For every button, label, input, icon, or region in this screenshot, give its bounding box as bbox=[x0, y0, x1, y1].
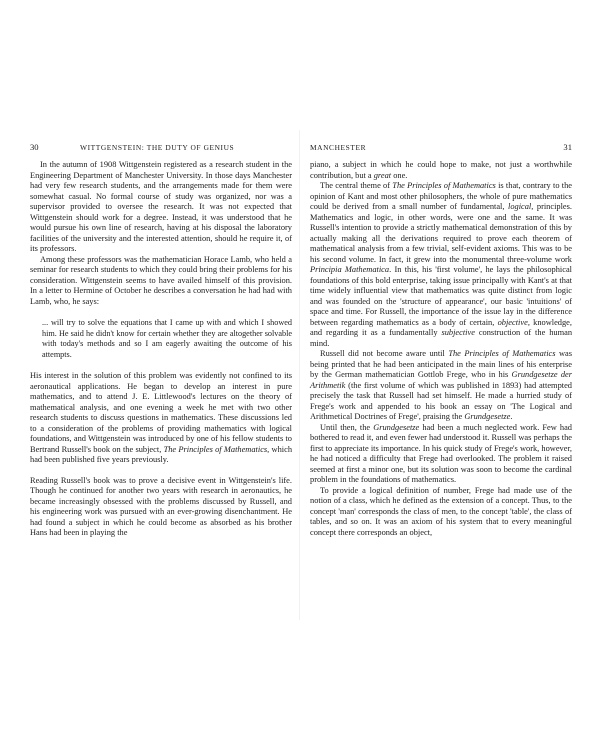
book-title: Grundgesetze bbox=[464, 412, 511, 421]
left-page-header bbox=[30, 142, 292, 154]
running-head-left: WITTGENSTEIN: THE DUTY OF GENIUS bbox=[80, 143, 235, 152]
right-page bbox=[310, 142, 572, 538]
left-paragraph-1: In the autumn of 1908 Wittgenstein registered as a research student in the Engineering Department of Manchester University. In those days Manchester had very few research students, and the arrangements made for them were somewhat casual. No formal course of study was organized, nor was a supervisor provided to oversee the research. It was not expected that Wittgenstein should work for a degree. Instead, it was understood that he would pursue his own line of research, having at his disposal the laboratory facilities of the university and the interested attention, should he require it, of its professors. bbox=[30, 160, 292, 253]
left-page bbox=[30, 142, 292, 539]
right-paragraph-3: Russell did not become aware until The Principles of Mathematics was being printed that he had been anticipated in the main lines of his enterprise by the German mathematician Gottlob Frege, who in his Grundgesetze der Arithmetik (the first volume of which was published in 1893) had attempted precisely the task that Russell had set himself. He made a hurried study of Frege's work and appended to his book an essay on 'The Logical and Arithmetical Doctrines of Frege', praising the Grundgesetze. bbox=[310, 349, 573, 421]
right-paragraph-2: The central theme of The Principles of Mathematics is that, contrary to the opinion of Kant and most other philosophers, the whole of pure mathematics could be derived from a small number of fundamental, logical, principles. Mathematics and logic, in other words, were one and the same. It was Russell's intention to provide a strictly mathematical demonstration of this by actually making all the derivations required to prove each theorem of mathematical analysis from a few trivial, self-evident axioms. This was to be his second volume. In fact, it grew into the monumental three-volume work Principia Mathematica. In this, his 'first volume', he lays the philosophical foundations of this bold enterprise, taking issue principally with Kant's at that time widely influential view that mathematics was quite distinct from logic and was founded on the 'structure of appearance', our basic 'intuitions' of space and time. For Russell, the importance of the issue lay in the difference between regarding mathematics as a body of certain, objective, knowledge, and regarding it as a fundamentally subjective construction of the human mind. bbox=[310, 181, 573, 348]
block-quote: ... will try to solve the equations that I came up with and which I showed him. He said he didn't know for certain whether they are altogether solvable with today's methods and so I am eagerly awaiting the outcome of his attempts. bbox=[42, 318, 292, 359]
book-title: The Principles of Mathematics bbox=[392, 181, 496, 190]
right-paragraph-1: piano, a subject in which he could hope to make, not just a worthwhile contribution, but a great one. bbox=[310, 160, 572, 180]
right-paragraph-4: Until then, the Grundgesetze had been a much neglected work. Few had bothered to read it, and even fewer had understood it. Russell was perhaps the first to appreciate its importance. In his quick study of Frege's work, however, he had noticed a difficulty that Frege had overlooked. The problem it raised seemed at first a minor one, but its solution was soon to become the cardinal problem in the foundations of mathematics. bbox=[310, 422, 572, 484]
page-number-left: 30 bbox=[30, 142, 39, 152]
right-paragraph-5: To provide a logical definition of number, Frege had made use of the notion of a class, which he defined as the extension of a concept. Thus, to the concept 'man' corresponds the class of men, to the concept 'table', the class of tables, and so on. It was an axiom of his system that to every meaningful concept there corresponds an object, bbox=[310, 485, 572, 537]
gutter bbox=[299, 130, 300, 620]
left-paragraph-4: Reading Russell's book was to prove a decisive event in Wittgenstein's life. Though he continued for another two years with research in aeronautics, he became increasingly obsessed with the problems discussed by Russell, and his engineering work was pursued with an ever-growing disenchantment. He had found a subject in which he could become as absorbed as his brother Hans had been in playing the bbox=[30, 475, 292, 537]
running-head-right: MANCHESTER bbox=[310, 143, 367, 152]
book-title: Grundgesetze bbox=[373, 422, 420, 432]
book-title: The Principles of Mathematics bbox=[163, 444, 268, 454]
right-page-header bbox=[310, 142, 572, 154]
book-title: Grundgesetze der Arithmetik bbox=[310, 370, 573, 390]
page-number-right: 31 bbox=[563, 142, 572, 152]
left-paragraph-3: His interest in the solution of this problem was evidently not confined to its aeronautical applications. He began to develop an interest in pure mathematics, and to attend J. E. Littlewood's lectures on the theory of mathematical analysis, and one evening a week he met with two other research students to discuss questions in mathematics. These discussions led to a consideration of the problems of providing mathematics with logical foundations, and Wittgenstein was introduced by one of his fellow students to Bertrand Russell's book on the subject, The Principles of Mathematics, which had been published five years previously. bbox=[30, 371, 293, 464]
book-title: Principia Mathematica bbox=[310, 265, 390, 274]
left-paragraph-2: Among these professors was the mathematician Horace Lamb, who held a seminar for research students to which they could bring their problems for his consideration. Wittgenstein seems to have availed himself of this provision. In a letter to Hermine of October he describes a conversation he had had with Lamb, who, he says: bbox=[30, 254, 292, 306]
book-title: The Principles of Mathematics bbox=[448, 349, 556, 358]
